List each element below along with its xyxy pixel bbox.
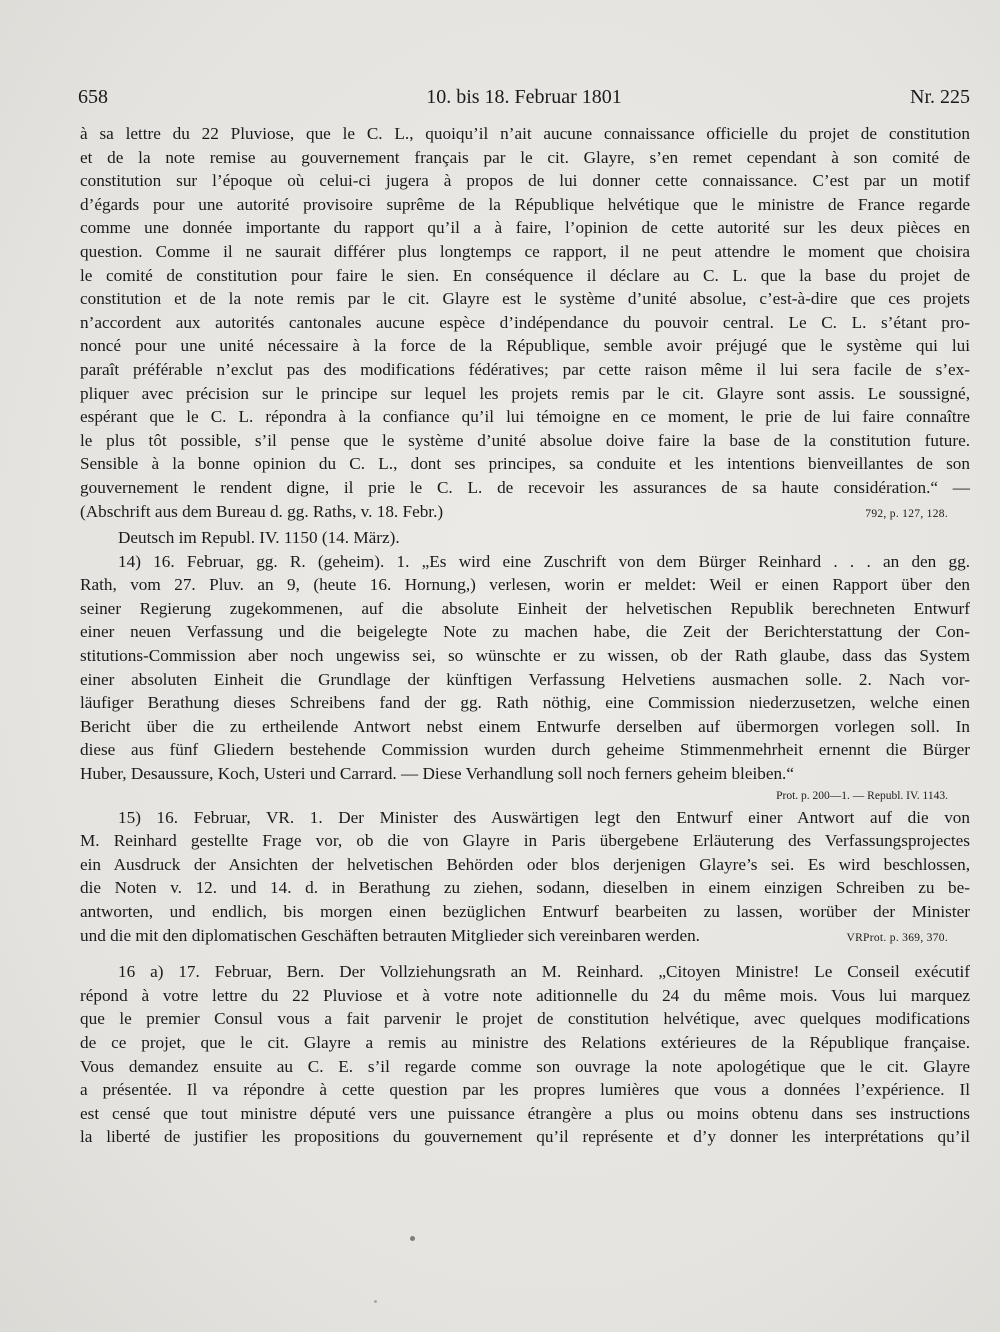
text-line: antworten, und endlich, bis morgen einen bezüglichen Entwurf bearbeiten zu lassen, worüber der Minister: [80, 902, 970, 921]
text-line-with-citation: [80, 924, 970, 951]
source-citation: Prot. p. 200—1. — Republ. IV. 1143.: [776, 789, 948, 802]
text-line: Vous demandez ensuite au C. E. s’il regarde comme son ouvrage la note apologétique que le cit. Glayre: [80, 1056, 970, 1076]
paragraph-item-16a: [80, 960, 970, 1149]
text-line: et de la note remise au gouvernement français par le cit. Glayre, s’en remet cependant à son comité de: [80, 147, 970, 167]
text-line: paraît préférable n’exclut pas des modifications fédératives; par cette raison même il lui sera facile de s’ex-: [80, 359, 970, 379]
paragraph-item-14: [80, 550, 970, 806]
text-line: est censé que tout ministre député vers une puissance étrangère a plus ou moins obtenu dans ses instructions: [80, 1103, 970, 1123]
text-line-with-citation: [80, 500, 970, 527]
ink-speck: [374, 1300, 377, 1303]
running-title-date-range: 10. bis 18. Februar 1801: [426, 86, 622, 108]
document-number: Nr. 225: [910, 86, 970, 108]
text-line: Huber, Desaussure, Koch, Usteri und Carrard. — Diese Verhandlung soll noch ferners geheim bleiben.“: [80, 764, 794, 784]
text-line: d’égards pour une autorité provisoire suprême de la République helvétique que le ministre de France regarde: [80, 194, 970, 214]
text-line: la liberté de justifier les propositions du gouvernement qu’il représente et d’y donner les interprétations qu’il: [80, 1127, 970, 1147]
text-line: que le premier Consul vous a fait parvenir le projet de constitution helvétique, avec quelques modifications: [80, 1009, 970, 1029]
text-line: gouvernement le rendent digne, il prie le C. L. de recevoir les assurances de sa haute considération.“ —: [80, 477, 970, 497]
body-text: [80, 122, 970, 1149]
text-line: espérant que le C. L. répondra à la confiance qu’il lui témoigne en ce moment, le prie de lui faire connaître: [80, 407, 970, 427]
text-line: ein Ausdruck der Ansichten der helvetischen Behörden oder blos derjenigen Glayre’s sei. Es wird beschlossen,: [80, 854, 970, 874]
text-line: (Abschrift aus dem Bureau d. gg. Raths, v. 18. Febr.): [80, 501, 444, 521]
text-line: diese aus fünf Gliedern bestehende Commission wurden durch geheime Stimmenmehrheit ernennt die Bürger: [80, 740, 970, 760]
text-line: und die mit den diplomatischen Geschäften betrauten Mitglieder sich vereinbaren werden.: [80, 925, 700, 945]
text-line: question. Comme il ne saurait différer plus longtemps ce rapport, il ne peut attendre le moment que choisira: [80, 241, 970, 261]
paragraph-print-reference: [80, 526, 970, 550]
text-line: constitution sur l’époque où celui-ci jugera à propos de lui donner cette connaissance. C’est par un motif: [80, 171, 970, 191]
text-line: n’accordent aux autorités cantonales aucune espèce d’indépendance du pouvoir central. Le C. L. s’étant pro-: [80, 312, 970, 332]
text-line: à sa lettre du 22 Pluviose, que le C. L., quoiqu’il n’ait aucune connaissance officielle du projet de constitution: [80, 124, 970, 143]
running-head: [78, 86, 970, 114]
text-line: M. Reinhard gestellte Frage vor, ob die von Glayre in Paris übergebene Erläuterung des Verfassungsprojectes: [80, 831, 970, 851]
text-line: die Noten v. 12. und 14. d. in Berathung zu ziehen, sodann, dieselben in einem einzigen Schreiben zu be-: [80, 878, 970, 898]
text-line: Sensible à la bonne opinion du C. L., dont ses principes, sa conduite et les intentions bienveillantes de son: [80, 454, 970, 474]
text-line: stitutions-Commission aber noch ungewiss sei, so wünschte er zu wissen, ob der Rath glaube, dass das System: [80, 646, 970, 666]
page-number: 658: [78, 86, 108, 108]
text-line: 16 a) 17. Februar, Bern. Der Vollziehungsrath an M. Reinhard. „Citoyen Ministre! Le Conseil exécutif: [118, 962, 970, 982]
ink-speck: [410, 1236, 415, 1241]
source-citation: 792, p. 127, 128.: [865, 507, 948, 520]
text-line: Bericht über die zu ertheilende Antwort nebst einem Entwurfe derselben auf übermorgen vorlegen soll. In: [80, 716, 970, 736]
text-line: seiner Regierung zugekommenen, auf die absolute Einheit der helvetischen Republik berechneten Entwurf: [80, 598, 970, 618]
text-line: comme une donnée importante du rapport qu’il a à faire, l’opinion de cette autorité sur les deux pièces en: [80, 218, 970, 238]
text-line: pliquer avec précision sur le principe sur lequel les projets remis par le cit. Glayre sont assis. Le soussigné,: [80, 383, 970, 403]
text-line: 15) 16. Februar, VR. 1. Der Minister des Auswärtigen legt den Entwurf einer Antwort auf die von: [118, 807, 970, 827]
text-line: constitution et de la note remis par le cit. Glayre est le système d’unité absolue, c’est-à-dire que ces projets: [80, 289, 970, 309]
text-line: einer neuen Verfassung und die beigelegte Note zu machen habe, die Zeit der Berichterstattung der Con-: [80, 622, 970, 642]
text-line: répond à votre lettre du 22 Pluviose et à votre note aditionnelle du 24 du même mois. Vous lui marquez: [80, 985, 970, 1005]
text-line: einer absoluten Einheit die Grundlage der künftigen Verfassung Helvetiens ausmachen solle. 2. Nach vor-: [80, 669, 970, 689]
text-line: Rath, vom 27. Pluv. an 9, (heute 16. Hornung,) verlesen, worin er meldet: Weil er einen Rapport über den: [80, 575, 970, 595]
text-line: a présentée. Il va répondre à cette question par les propres lumières que vous a données l’expérience. Il: [80, 1080, 970, 1100]
paragraph-item-15: [80, 806, 970, 951]
source-citation: VRProt. p. 369, 370.: [846, 931, 948, 944]
text-line: läufiger Berathung dieses Schreibens fand der gg. Rath nöthig, eine Commission niederzusetzen, welche einen: [80, 693, 970, 713]
text-line: Deutsch im Republ. IV. 1150 (14. März).: [118, 528, 400, 548]
text-line: le plus tôt possible, s’il pense que le système d’unité absolue doive faire la base de la constitution future.: [80, 430, 970, 450]
text-line: le comité de constitution pour faire le sien. En conséquence il déclare au C. L. que la base du projet de: [80, 265, 970, 285]
text-line: 14) 16. Februar, gg. R. (geheim). 1. „Es wird eine Zuschrift von dem Bürger Reinhard . . . an den gg.: [118, 551, 970, 571]
paragraph-french-letter-continuation: [80, 122, 970, 526]
text-line: noncé pour une unité nécessaire à la force de la République, semble avoir préjugé que le système qui lui: [80, 336, 970, 356]
text-line: de ce projet, que le cit. Glayre a remis au ministre des Relations extérieures de la République française.: [80, 1032, 970, 1052]
